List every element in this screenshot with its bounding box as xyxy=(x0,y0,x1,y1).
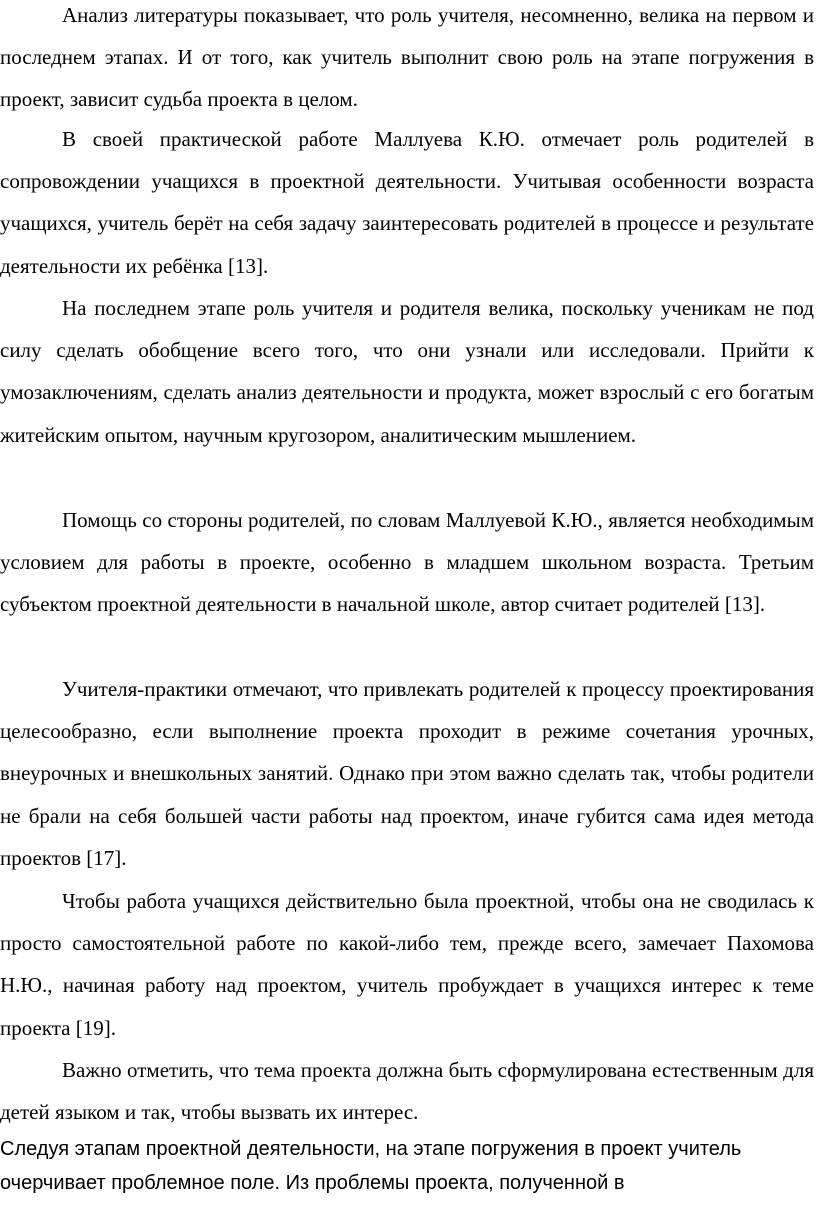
paragraph-3: На последнем этапе роль учителя и родителя велика, поскольку ученикам не под силу сделать обобщение всего того, что они узнали или исследовали. Прийти к умозаключениям, сделать анализ деятельности и продукта, может взрослый с его богатым житейским опытом, научным кругозором, аналитическим мышлением. xyxy=(0,296,814,447)
paragraph-7: Важно отметить, что тема проекта должна быть сформулирована естественным для детей языком и так, чтобы вызвать их интерес. xyxy=(0,1058,814,1125)
paragraph-2: В своей практической работе Маллуева К.Ю. отмечает роль родителей в сопровождении учащихся в проектной деятельности. Учитывая особенности возраста учащихся, учитель берёт на себя задачу заинтересовать родителей в процессе и результате деятельности их ребёнка [13]. xyxy=(0,127,814,278)
paragraph-4: Помощь со стороны родителей, по словам Маллуевой К.Ю., является необходимым условием для работы в проекте, особенно в младшем школьном возраста. Третьим субъектом проектной деятельности в начальной школе, автор считает родителей [13]. xyxy=(0,508,814,617)
paragraph-6: Чтобы работа учащихся действительно была проектной, чтобы она не сводилась к просто самостоятельной работе по какой-либо тем, прежде всего, замечает Пахомова Н.Ю., начиная работу над проектом, учитель пробуждает в учащихся интерес к теме проекта [19]. xyxy=(0,889,814,1040)
paragraph-8: Следуя этапам проектной деятельности, на этапе погружения в проект учитель очерчивает проблемное поле. Из проблемы проекта, полученной в xyxy=(0,1138,742,1194)
paragraph-1: Анализ литературы показывает, что роль учителя, несомненно, велика на первом и последнем этапах. И от того, как учитель выполнит свою роль на этапе погружения в проект, зависит судьба проекта в целом. xyxy=(0,3,814,112)
paragraph-5: Учителя-практики отмечают, что привлекать родителей к процессу проектирования целесообразно, если выполнение проекта проходит в режиме сочетания урочных, внеурочных и внешкольных занятий. Однако при этом важно сделать так, чтобы родители не брали на себя большей части работы над проектом, иначе губится сама идея метода проектов [17]. xyxy=(0,677,814,870)
